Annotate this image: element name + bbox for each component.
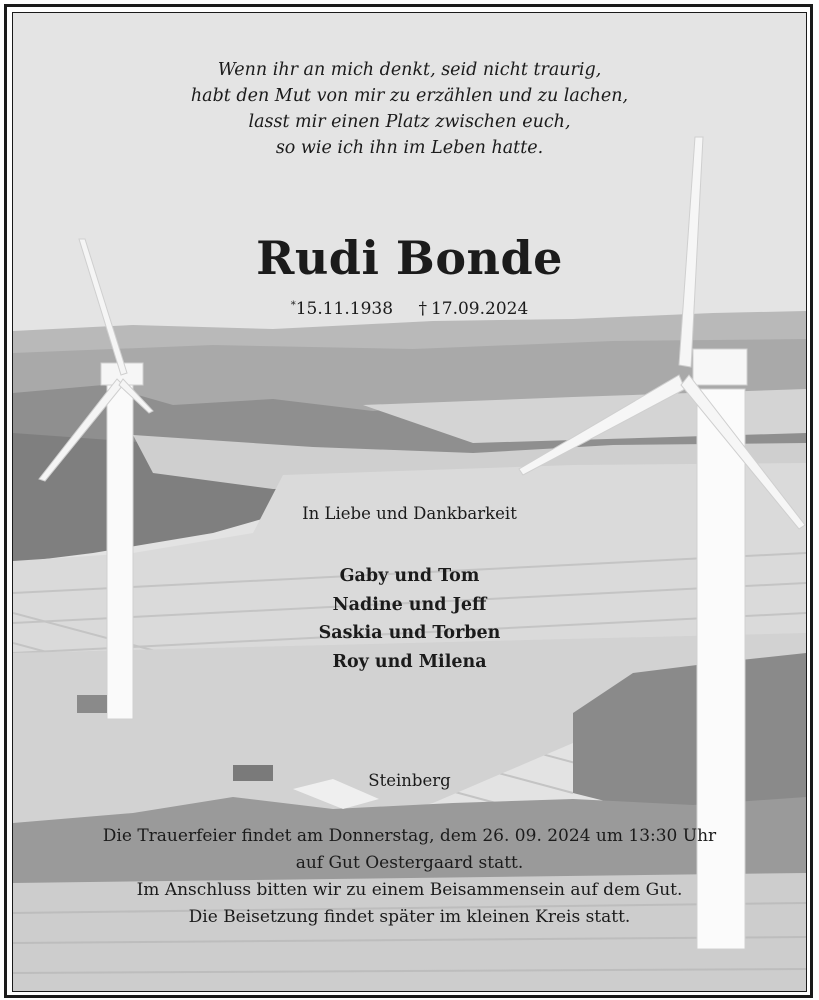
life-dates	[13, 299, 806, 319]
place-name: Steinberg	[368, 771, 451, 790]
mourners-list	[13, 562, 806, 676]
poem-line: so wie ich ihn im Leben hatte.	[275, 138, 544, 158]
death-date: 17.09.2024	[430, 299, 529, 319]
birth-date: 15.11.1938	[295, 299, 394, 319]
poem-line: habt den Mut von mir zu erzählen und zu lachen,	[190, 86, 629, 106]
obituary-card	[12, 12, 807, 992]
deceased-name: Rudi Bonde	[256, 231, 563, 285]
notice-line: Im Anschluss bitten wir zu einem Beisammensein auf dem Gut.	[136, 880, 683, 900]
notice-line: Die Trauerfeier findet am Donnerstag, dem 26. 09. 2024 um 13:30 Uhr	[102, 826, 717, 846]
mourner-name: Nadine und Jeff	[332, 594, 487, 615]
poem-line: lasst mir einen Platz zwischen euch,	[248, 112, 571, 132]
mourner-name: Roy und Milena	[332, 651, 487, 672]
funeral-notice	[13, 823, 806, 931]
mourner-name: Gaby und Tom	[339, 566, 480, 586]
notice-line: auf Gut Oestergaard statt.	[295, 853, 524, 873]
birth-symbol: *	[290, 300, 296, 311]
birth-date-group	[291, 299, 393, 319]
mourners-intro: In Liebe und Dankbarkeit	[302, 504, 517, 523]
memorial-poem	[13, 57, 806, 161]
death-symbol: †	[418, 299, 427, 319]
death-date-group	[418, 299, 528, 319]
notice-line: Die Beisetzung findet später im kleinen Kreis statt.	[188, 907, 631, 927]
poem-line: Wenn ihr an mich denkt, seid nicht traurig,	[217, 60, 602, 80]
mourner-name: Saskia und Torben	[318, 623, 501, 643]
